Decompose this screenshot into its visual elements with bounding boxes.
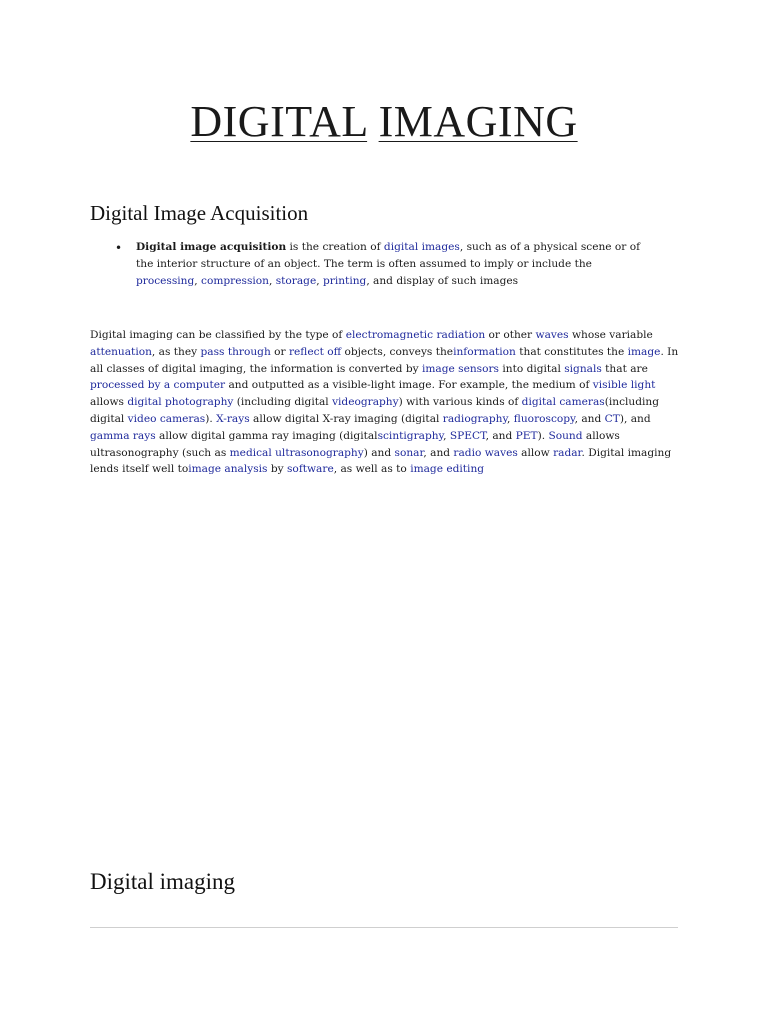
title-word-digital: DIGITAL <box>190 97 368 146</box>
heading-divider <box>90 927 678 928</box>
text: Digital imaging can be classified by the type of <box>90 329 346 341</box>
link-attenuation[interactable]: attenuation <box>90 345 152 358</box>
text: allow <box>517 446 554 459</box>
link-software[interactable]: software <box>287 463 334 476</box>
body-paragraph <box>90 327 690 478</box>
text: , such as of a physical scene or of the interior structure of an object. The term is often assumed to imply or include the <box>136 241 641 271</box>
link-digital-cameras[interactable]: digital cameras <box>521 396 605 409</box>
text: objects, conveys the <box>341 345 454 358</box>
text: that are <box>601 362 648 375</box>
bullet-marker: • <box>115 241 123 255</box>
text: allows <box>90 396 128 409</box>
text: , as they <box>151 345 201 358</box>
text: or <box>270 345 289 358</box>
link-printing[interactable]: printing <box>323 275 367 288</box>
text: , and <box>574 412 605 425</box>
link-image-editing[interactable]: image editing <box>410 463 485 476</box>
text: allow digital gamma ray imaging (digital <box>155 429 378 442</box>
text: , as well as to <box>333 463 411 476</box>
link-reflect-off[interactable]: reflect off <box>288 345 342 358</box>
bold-term: Digital image acquisition <box>136 241 287 253</box>
link-scintigraphy[interactable]: scintigraphy <box>377 429 444 442</box>
text: or other <box>485 329 536 341</box>
link-medical-ultrasonography[interactable]: medical ultrasonography <box>229 446 364 459</box>
link-sound[interactable]: Sound <box>548 429 583 442</box>
link-radiography[interactable]: radiography <box>442 412 508 425</box>
text: , and <box>485 429 516 442</box>
text: ), and <box>619 412 651 425</box>
text: (including digital <box>233 396 333 409</box>
text: ). <box>537 429 549 442</box>
link-signals[interactable]: signals <box>564 362 602 375</box>
link-visible-light[interactable]: visible light <box>592 379 656 392</box>
text: ) with various kinds of <box>398 396 522 409</box>
text: ) and <box>363 446 395 459</box>
link-processed-by-a-computer[interactable]: processed by a computer <box>90 379 226 392</box>
link-sonar[interactable]: sonar <box>394 446 424 459</box>
section-heading-acquisition: Digital Image Acquisition <box>90 201 309 225</box>
link-video-cameras[interactable]: video cameras <box>127 412 206 425</box>
link-ct[interactable]: CT <box>604 412 620 425</box>
link-radar[interactable]: radar <box>553 446 582 459</box>
link-waves[interactable]: waves <box>535 329 569 341</box>
text: and outputted as a visible-light image. For example, the medium of <box>225 379 593 392</box>
link-videography[interactable]: videography <box>332 396 399 409</box>
text: allow digital X-ray imaging (digital <box>249 412 443 425</box>
link-processing[interactable]: processing <box>136 275 195 288</box>
link-digital-images[interactable]: digital images <box>383 241 460 253</box>
link-image-sensors[interactable]: image sensors <box>421 362 499 375</box>
text: , <box>443 429 450 442</box>
text: by <box>267 463 287 476</box>
text: , and display of such images <box>366 275 519 288</box>
link-compression[interactable]: compression <box>201 275 269 288</box>
text: (including digital <box>90 396 659 425</box>
link-pet[interactable]: PET <box>515 429 538 442</box>
title-word-imaging: IMAGING <box>378 97 578 146</box>
link-x-rays[interactable]: X-rays <box>216 412 250 425</box>
page-title <box>0 96 768 147</box>
link-pass-through[interactable]: pass through <box>200 345 271 358</box>
text: . Digital imaging lends itself well to <box>90 446 672 476</box>
link-image-analysis[interactable]: image analysis <box>188 463 268 476</box>
text: , <box>507 412 514 425</box>
link-storage[interactable]: storage <box>275 275 317 288</box>
link-gamma-rays[interactable]: gamma rays <box>90 429 156 442</box>
link-spect[interactable]: SPECT <box>449 429 486 442</box>
link-information[interactable]: information <box>453 345 516 358</box>
link-radio-waves[interactable]: radio waves <box>453 446 518 459</box>
link-fluoroscopy[interactable]: fluoroscopy <box>513 412 575 425</box>
text: whose variable <box>568 329 653 341</box>
text: , <box>268 275 276 288</box>
bullet-item-acquisition <box>136 239 656 291</box>
section-heading-digital-imaging: Digital imaging <box>90 869 236 894</box>
link-electromagnetic-radiation[interactable]: electromagnetic radiation <box>345 329 486 341</box>
text: ). <box>205 412 217 425</box>
text: , and <box>423 446 454 459</box>
link-image[interactable]: image <box>627 345 661 358</box>
text: , <box>194 275 202 288</box>
text: , <box>316 275 323 288</box>
link-digital-photography[interactable]: digital photography <box>127 396 234 409</box>
text: is the creation of <box>286 241 384 253</box>
text: into digital <box>498 362 565 375</box>
text: that constitutes the <box>515 345 628 358</box>
text: . In all classes of digital imaging, the information is converted by <box>90 345 679 375</box>
text: allows ultrasonography (such as <box>90 429 620 459</box>
